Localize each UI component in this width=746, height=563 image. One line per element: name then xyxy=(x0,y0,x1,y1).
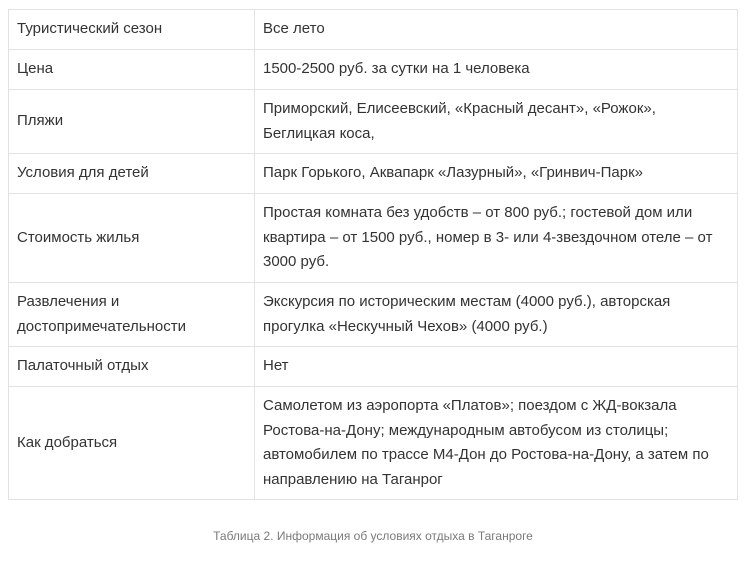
row-value: Простая комната без удобств – от 800 руб.; гостевой дом или квартира – от 1500 руб., номер в 3- или 4-звездочном отеле – от 3000 руб. xyxy=(255,194,738,283)
table-row-route xyxy=(9,387,738,500)
row-value: 1500-2500 руб. за сутки на 1 человека xyxy=(255,50,738,90)
table-caption: Таблица 2. Информация об условиях отдыха в Таганроге xyxy=(213,529,533,543)
row-value: Приморский, Елисеевский, «Красный десант», «Рожок», Беглицкая коса, xyxy=(255,90,738,154)
row-label: Как добраться xyxy=(9,387,255,500)
row-label: Туристический сезон xyxy=(9,10,255,50)
table-row-price xyxy=(9,50,738,90)
table-row-kids xyxy=(9,154,738,194)
info-table xyxy=(8,9,738,500)
row-value: Нет xyxy=(255,347,738,387)
row-value: Парк Горького, Аквапарк «Лазурный», «Гринвич-Парк» xyxy=(255,154,738,194)
table-row-beaches xyxy=(9,90,738,154)
row-label: Цена xyxy=(9,50,255,90)
row-value: Все лето xyxy=(255,10,738,50)
row-label: Пляжи xyxy=(9,90,255,154)
row-label: Развлечения и достопримечательности xyxy=(9,283,255,347)
table-row-entertainment xyxy=(9,283,738,347)
row-value: Экскурсия по историческим местам (4000 руб.), авторская прогулка «Нескучный Чехов» (4000 руб.) xyxy=(255,283,738,347)
row-value: Самолетом из аэропорта «Платов»; поездом с ЖД-вокзала Ростова-на-Дону; международным автобусом из столицы; автомобилем по трассе М4-Дон до Ростова-на-Дону, а затем по направлению на Таганрог xyxy=(255,387,738,500)
table-row-camping xyxy=(9,347,738,387)
table-row-housing xyxy=(9,194,738,283)
row-label: Палаточный отдых xyxy=(9,347,255,387)
table-row-season xyxy=(9,10,738,50)
row-label: Стоимость жилья xyxy=(9,194,255,283)
row-label: Условия для детей xyxy=(9,154,255,194)
